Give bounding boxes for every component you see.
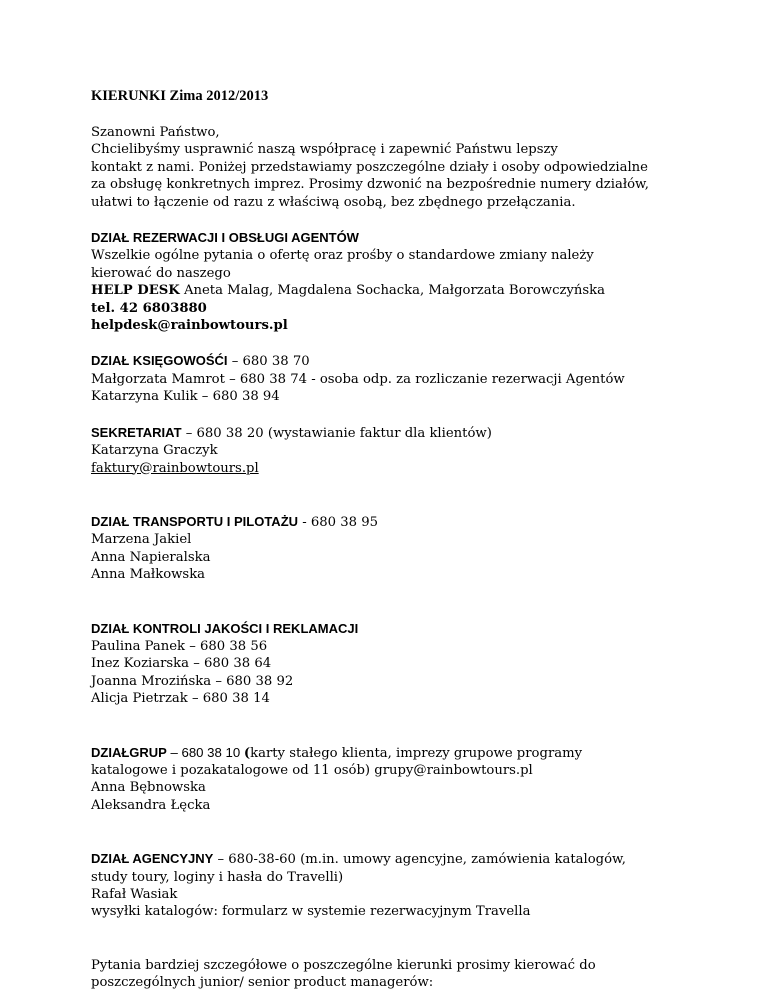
section-kontrola xyxy=(91,620,691,708)
document-title: KIERUNKI Zima 2012/2013 xyxy=(91,88,269,104)
contact-person: Katarzyna Graczyk xyxy=(91,443,218,459)
helpdesk-people: Aneta Malag, Magdalena Sochacka, Małgorzata Borowczyńska xyxy=(179,283,605,299)
contact-person: Marzena Jakiel xyxy=(91,532,192,548)
contact-line: Małgorzata Mamrot – 680 38 74 - osoba odp. za rozliczanie rezerwacji Agentów xyxy=(91,371,625,387)
helpdesk-label: HELP DESK xyxy=(91,283,180,299)
intro-line: ułatwi to łączenie od razu z właściwą osobą, bez zbędnego przełączania. xyxy=(91,194,576,210)
section-heading: DZIAŁ KONTROLI JAKOŚCI I REKLAMACJI xyxy=(91,620,359,636)
section-phone: - 680 38 95 xyxy=(298,514,378,530)
contact-person: Rafał Wasiak xyxy=(91,887,178,902)
section-rezerwacje xyxy=(91,229,691,334)
closing-paragraph xyxy=(91,957,691,992)
closing-line: Pytania bardziej szczegółowe o poszczególne kierunki prosimy kierować do xyxy=(91,957,596,973)
closing-line: poszczególnych junior/ senior product managerów: xyxy=(91,975,434,991)
section-heading: DZIAŁ KSIĘGOWOŚĆI xyxy=(91,353,228,369)
contact-person: Anna Napieralska xyxy=(91,549,211,565)
section-description: katalogowe i pozakatalogowe od 11 osób) grupy@rainbowtours.pl xyxy=(91,762,533,778)
document-page xyxy=(91,88,691,992)
section-phone: – 680-38-60 (m.in. umowy agencyjne, zamówienia katalogów, xyxy=(213,852,626,868)
helpdesk-phone: tel. 42 6803880 xyxy=(91,300,207,316)
section-heading: DZIAŁGRUP xyxy=(91,744,167,760)
contact-line: Katarzyna Kulik – 680 38 94 xyxy=(91,389,280,405)
contact-line: Alicja Pietrzak – 680 38 14 xyxy=(91,691,270,707)
intro-line: za obsługę konkretnych imprez. Prosimy dzwonić na bezpośrednie numery działów, xyxy=(91,177,649,193)
section-sekretariat xyxy=(91,424,691,477)
email-link[interactable]: faktury@rainbowtours.pl xyxy=(91,460,259,476)
section-phone: – 680 38 20 (wystawianie faktur dla klientów) xyxy=(181,425,492,441)
text-line: kierować do naszego xyxy=(91,265,231,281)
helpdesk-email: helpdesk@rainbowtours.pl xyxy=(91,318,288,334)
section-phone: – 680 38 70 xyxy=(227,354,310,370)
intro-line: Chcielibyśmy usprawnić naszą współpracę i zapewnić Państwu lepszy xyxy=(91,142,558,158)
contact-line: Joanna Mrozińska – 680 38 92 xyxy=(91,673,294,689)
contact-person: Anna Bębnowska xyxy=(91,780,206,796)
section-phone: – 680 38 10 xyxy=(166,744,244,760)
section-heading: DZIAŁ REZERWACJI I OBSŁUGI AGENTÓW xyxy=(91,230,359,246)
contact-person: Anna Małkowska xyxy=(91,567,206,583)
section-heading: DZIAŁ TRANSPORTU I PILOTAŻU xyxy=(91,513,299,529)
section-heading: SEKRETARIAT xyxy=(91,424,182,440)
section-heading: DZIAŁ AGENCYJNY xyxy=(91,851,214,867)
section-agencyjny xyxy=(91,850,691,921)
section-grup xyxy=(91,744,691,815)
section-description: study toury, loginy i hasła do Travelli) xyxy=(91,869,344,885)
section-transport xyxy=(91,513,691,584)
section-description: wysyłki katalogów: formularz w systemie rezerwacyjnym Travella xyxy=(91,904,531,920)
section-description: karty stałego klienta, imprezy grupowe programy xyxy=(250,745,583,761)
greeting: Szanowni Państwo, xyxy=(91,125,220,140)
paren-glyph: ( xyxy=(243,745,251,761)
intro-paragraph xyxy=(91,124,691,211)
contact-person: Aleksandra Łęcka xyxy=(91,797,211,813)
section-ksiegowosc xyxy=(91,352,691,405)
contact-line: Inez Koziarska – 680 38 64 xyxy=(91,656,272,672)
intro-line: kontakt z nami. Poniżej przedstawiamy poszczególne działy i osoby odpowiedzialne xyxy=(91,159,648,175)
contact-line: Paulina Panek – 680 38 56 xyxy=(91,638,268,654)
text-line: Wszelkie ogólne pytania o ofertę oraz prośby o standardowe zmiany należy xyxy=(91,248,594,264)
